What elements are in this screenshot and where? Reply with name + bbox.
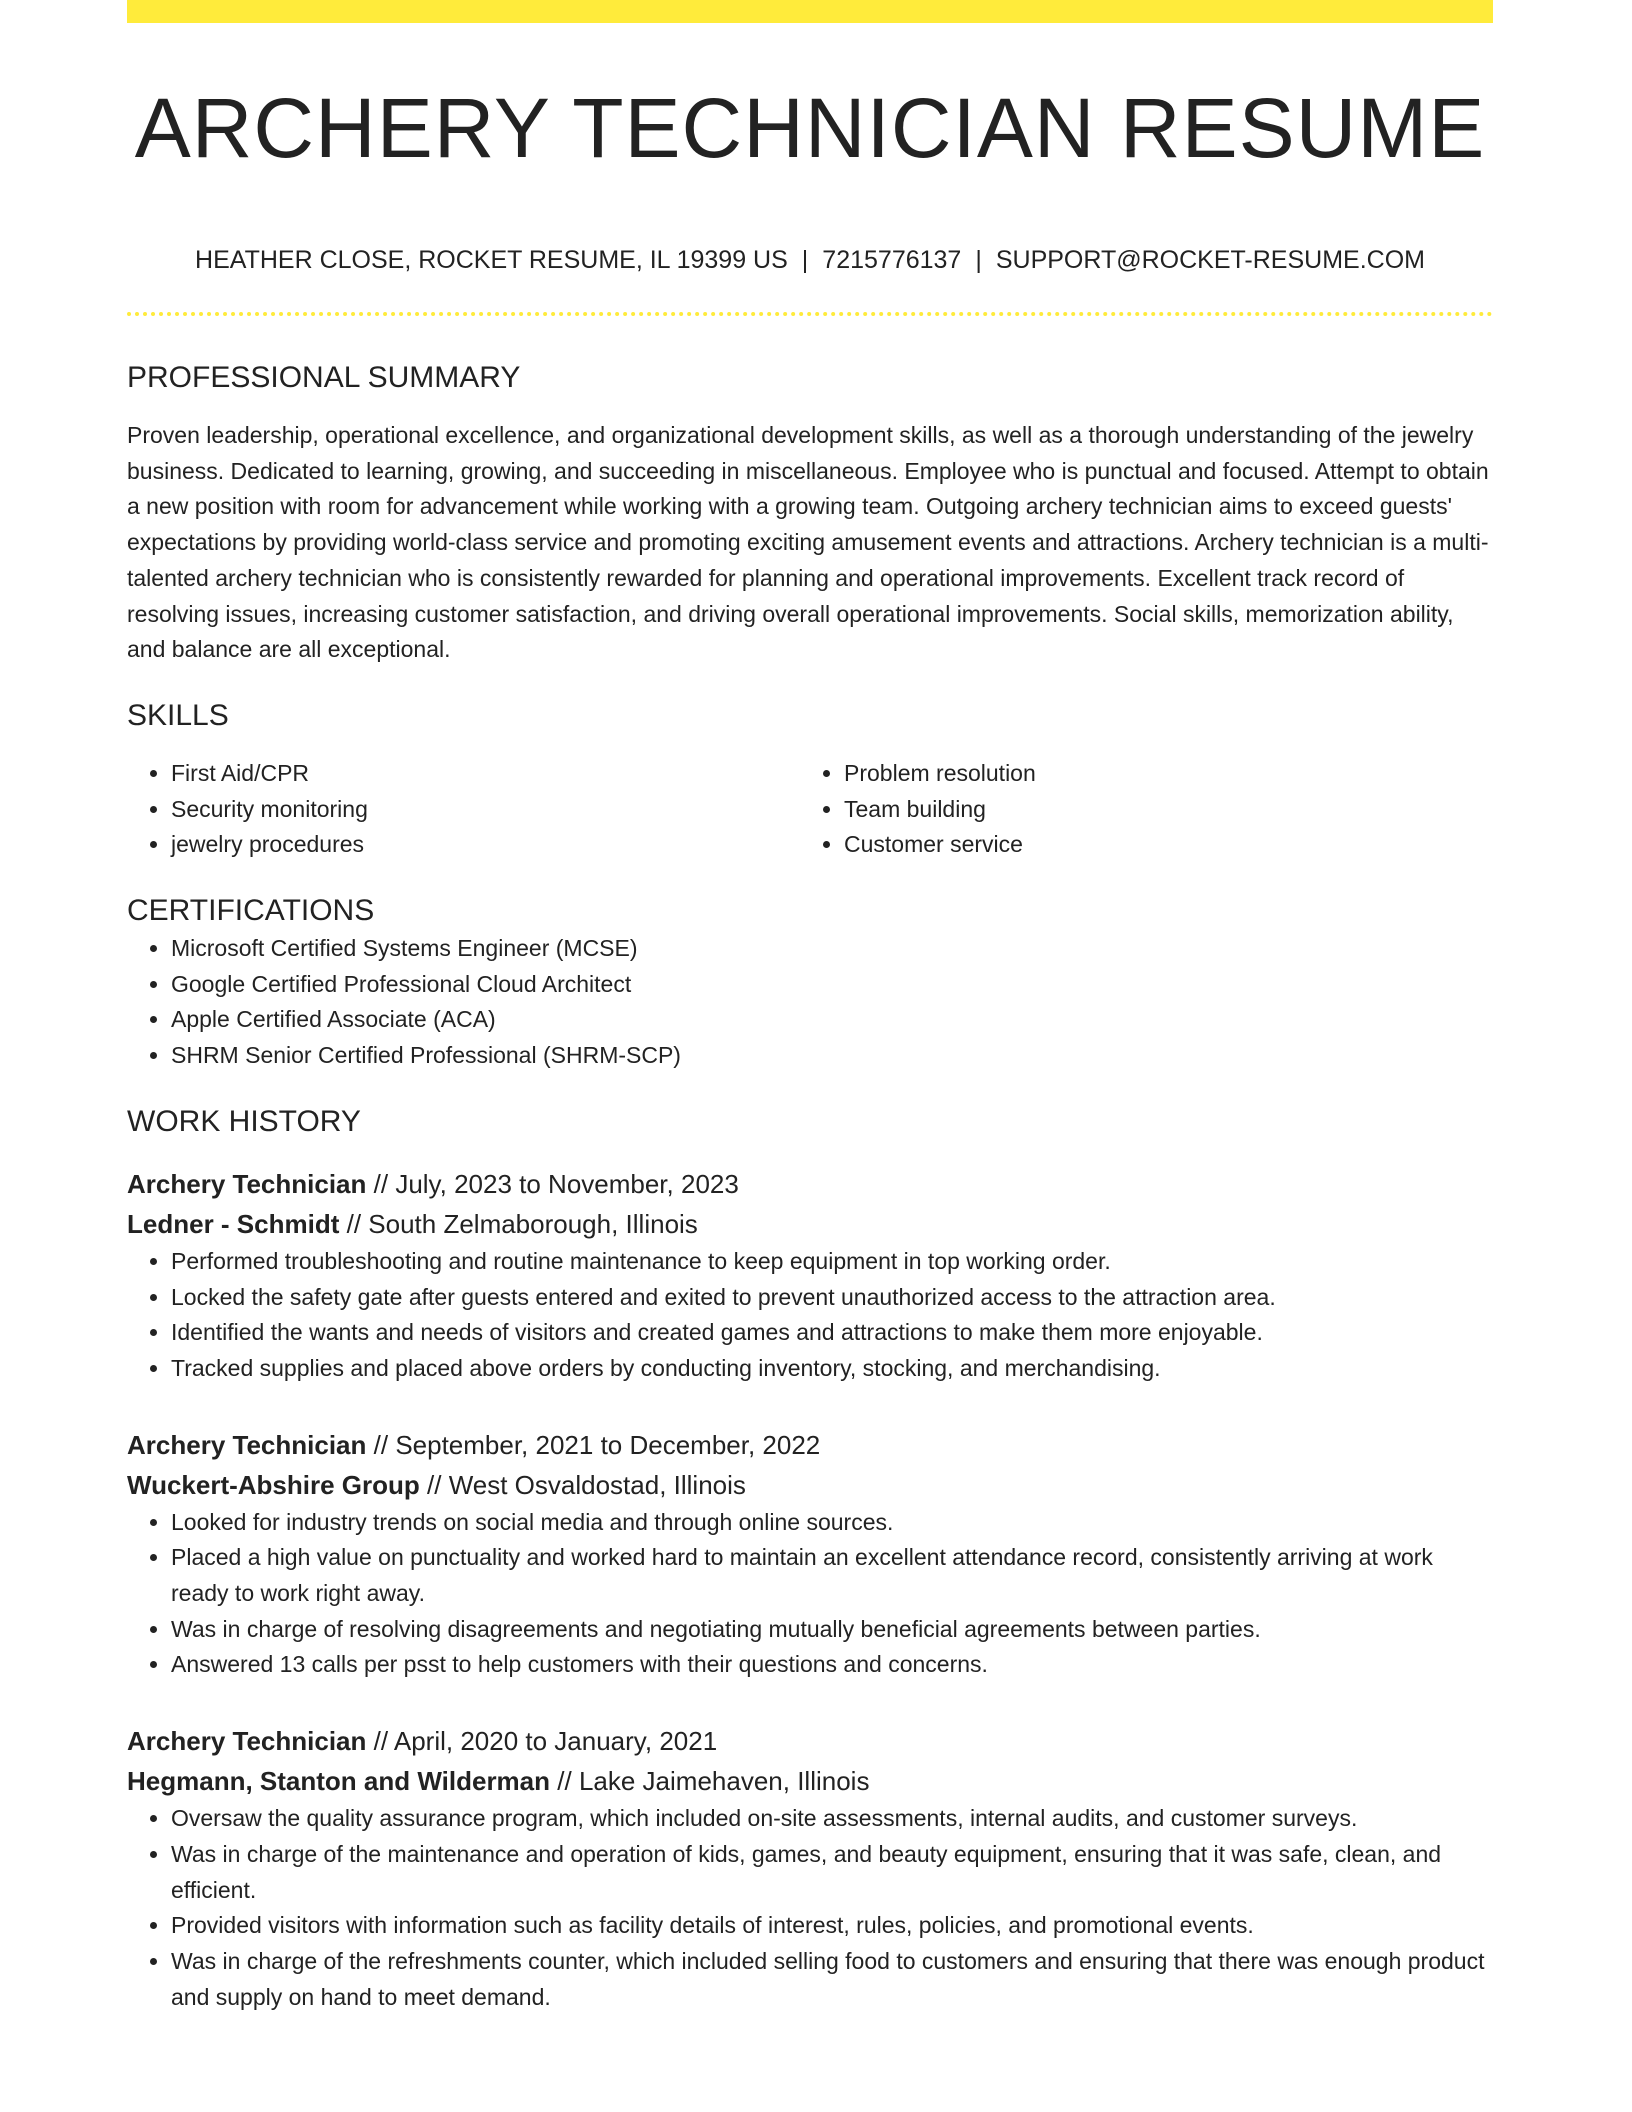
job-company-line — [127, 1465, 1493, 1505]
job-bullets — [127, 1801, 1493, 2015]
certification-item: • Microsoft Certified Systems Engineer (MCSE) — [171, 931, 1493, 967]
job-bullet: • Oversaw the quality assurance program, which included on-site assessments, internal audits, and customer surveys. — [171, 1801, 1493, 1837]
skill-item: • jewelry procedures — [171, 827, 800, 863]
job-title: Archery Technician — [127, 1168, 367, 1199]
skill-item: • Problem resolution — [844, 756, 1473, 792]
contact-separator: | — [801, 246, 809, 274]
contact-address: HEATHER CLOSE, ROCKET RESUME, IL 19399 US — [195, 246, 788, 274]
skills-list-left — [127, 756, 800, 863]
job-separator: // — [557, 1766, 572, 1797]
job-bullets — [127, 1505, 1493, 1684]
job-bullet: • Performed troubleshooting and routine maintenance to keep equipment in top working order. — [171, 1244, 1493, 1280]
job-location: West Osvaldostad, Illinois — [448, 1469, 746, 1500]
summary-heading: PROFESSIONAL SUMMARY — [127, 361, 521, 394]
certification-item: • Google Certified Professional Cloud Architect — [171, 967, 1493, 1003]
job-company-line — [127, 1761, 1493, 1801]
job-bullet: • Placed a high value on punctuality and worked hard to maintain an excellent attendance record, consistently arriving at work ready to work right away. — [171, 1540, 1493, 1611]
skills-grid — [127, 756, 1493, 863]
dotted-divider — [127, 312, 1493, 316]
certification-item: • SHRM Senior Certified Professional (SHRM-SCP) — [171, 1038, 1493, 1074]
contact-separator: | — [975, 246, 982, 274]
job-bullet: • Tracked supplies and placed above orders by conducting inventory, stocking, and merchandising. — [171, 1351, 1493, 1387]
job-bullet: • Provided visitors with information such as facility details of interest, rules, policies, and promotional events. — [171, 1908, 1493, 1944]
job-title: Archery Technician — [127, 1429, 367, 1460]
job-separator: // — [373, 1429, 389, 1460]
job-title-line — [127, 1721, 1493, 1761]
job-location: Lake Jaimehaven, Illinois — [578, 1766, 870, 1797]
resume-title: ARCHERY TECHNICIAN RESUME — [134, 81, 1486, 175]
skills-column-left — [127, 756, 800, 863]
job-bullet: • Identified the wants and needs of visitors and created games and attractions to make them more enjoyable. — [171, 1315, 1493, 1351]
summary-text: Proven leadership, operational excellence, and organizational development skills, as well as a thorough understanding of the jewelry business. Dedicated to learning, growing, and succeeding in miscellaneous. Employee who is punctual and focused. Attempt to obtain a new position with room for advancement while working with a growing team. Outgoing archery technician aims to exceed guests' expectations by providing world-class service and promoting exciting amusement events and attractions. Archery technician is a multi-talented archery technician who is consistently rewarded for planning and operational improvements. Excellent track record of resolving issues, increasing customer satisfaction, and driving overall operational improvements. Social skills, memorization ability, and balance are all exceptional. — [127, 422, 1489, 663]
job-company-line — [127, 1204, 1493, 1244]
contact-email: SUPPORT@ROCKET-RESUME.COM — [995, 246, 1425, 274]
skill-item: • Customer service — [844, 827, 1473, 863]
skills-column-right — [800, 756, 1473, 863]
job-bullet: • Locked the safety gate after guests entered and exited to prevent unauthorized access to the attraction area. — [171, 1280, 1493, 1316]
job-separator: // — [427, 1469, 442, 1500]
job-bullet: • Was in charge of resolving disagreements and negotiating mutually beneficial agreements between parties. — [171, 1612, 1493, 1648]
job-company: Hegmann, Stanton and Wilderman — [127, 1766, 551, 1797]
job-title-line — [127, 1164, 1493, 1204]
skill-item: • First Aid/CPR — [171, 756, 800, 792]
job-entry — [127, 1721, 1493, 2015]
job-entry — [127, 1425, 1493, 1684]
skills-list-right — [800, 756, 1473, 863]
job-dates: September, 2021 to December, 2022 — [395, 1429, 821, 1460]
certifications-list — [127, 931, 1493, 1074]
job-location: South Zelmaborough, Illinois — [368, 1208, 698, 1239]
job-bullet: • Was in charge of the maintenance and operation of kids, games, and beauty equipment, ensuring that it was safe, clean, and efficient. — [171, 1837, 1493, 1908]
job-bullet: • Was in charge of the refreshments counter, which included selling food to customers and ensuring that there was enough product and supply on hand to meet demand. — [171, 1944, 1493, 2015]
contact-line — [127, 244, 1493, 276]
job-dates: July, 2023 to November, 2023 — [395, 1168, 739, 1199]
job-title-line — [127, 1425, 1493, 1465]
job-title: Archery Technician — [127, 1726, 367, 1757]
job-company: Ledner - Schmidt — [127, 1208, 340, 1239]
job-company: Wuckert-Abshire Group — [127, 1469, 420, 1500]
job-separator: // — [346, 1208, 362, 1239]
job-bullets — [127, 1244, 1493, 1387]
job-separator: // — [373, 1726, 389, 1757]
contact-phone: 7215776137 — [822, 246, 962, 274]
certifications-heading: CERTIFICATIONS — [127, 894, 375, 928]
skill-item: • Security monitoring — [171, 792, 800, 828]
skills-heading: SKILLS — [127, 698, 229, 732]
job-separator: // — [373, 1168, 389, 1199]
work-history-heading: WORK HISTORY — [127, 1104, 361, 1138]
skill-item: • Team building — [844, 792, 1473, 828]
resume-content — [127, 0, 1493, 2015]
job-bullet: • Looked for industry trends on social media and through online sources. — [171, 1505, 1493, 1541]
job-bullet: • Answered 13 calls per psst to help customers with their questions and concerns. — [171, 1647, 1493, 1683]
job-entry — [127, 1164, 1493, 1387]
certification-item: • Apple Certified Associate (ACA) — [171, 1002, 1493, 1038]
job-dates: April, 2020 to January, 2021 — [393, 1726, 718, 1757]
